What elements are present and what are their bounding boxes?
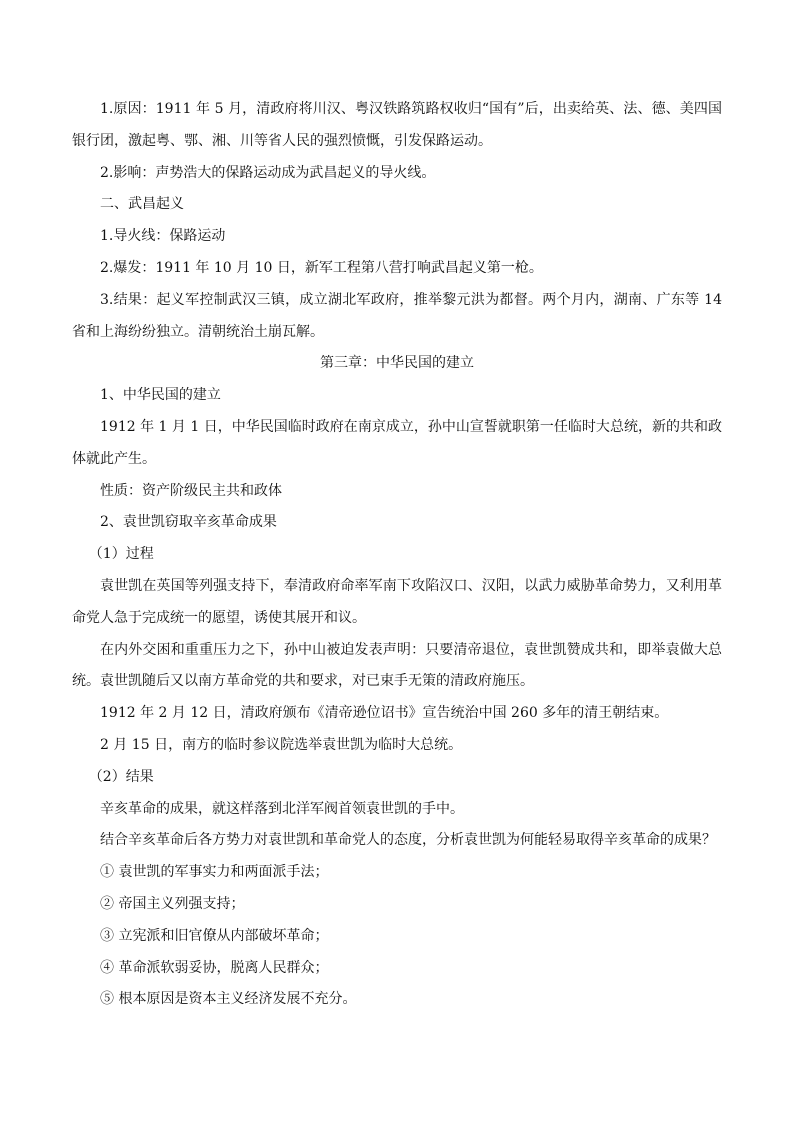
paragraph-outbreak: 2.爆发：1911 年 10 月 10 日，新军工程第八营打响武昌起义第一枪。 [100, 259, 543, 276]
list-item: ③ 立宪派和旧官僚从内部破坏革命； [100, 927, 329, 944]
section-heading-wuchang: 二、武昌起义 [100, 196, 184, 213]
list-item: ② 帝国主义列强支持； [100, 895, 245, 912]
subheading-process: （1）过程 [88, 546, 154, 563]
list-item: ① 袁世凯的军事实力和两面派手法； [100, 864, 329, 881]
paragraph-result-1: 辛亥革命的成果，就这样落到北洋军阀首领袁世凯的手中。 [100, 800, 464, 817]
document-page [72, 94, 722, 1016]
paragraph-impact: 2.影响：声势浩大的保路运动成为武昌起义的导火线。 [100, 164, 436, 181]
paragraph-process-1: 袁世凯在英国等列强支持下，奉清政府命率军南下攻陷汉口、汉阳，以武力威胁革命势力，又利用革命党人急于完成统一的愿望，诱使其展开和议。 [72, 577, 722, 626]
paragraph-process-3: 1912 年 2 月 12 日，清政府颁布《清帝逊位诏书》宣告统治中国 260 多年的清王朝结束。 [100, 705, 669, 722]
paragraph-fuse: 1.导火线：保路运动 [100, 228, 226, 245]
list-item: ④ 革命派软弱妥协，脱离人民群众； [100, 959, 329, 976]
paragraph-cause: 1.原因：1911 年 5 月，清政府将川汉、粤汉铁路筑路权收归“国有”后，出卖给英、法、德、美四国银行团，激起粤、鄂、湘、川等省人民的强烈愤慨，引发保路运动。 [72, 101, 722, 149]
paragraph-nature: 性质：资产阶级民主共和政体 [100, 482, 282, 499]
paragraph-process-4: 2 月 15 日，南方的临时参议院选举袁世凯为临时大总统。 [100, 736, 463, 753]
section-heading-founding: 1、中华民国的建立 [100, 387, 221, 404]
section-heading-yuan: 2、袁世凯窃取辛亥革命成果 [100, 514, 277, 531]
list-item: ⑤ 根本原因是资本主义经济发展不充分。 [100, 991, 357, 1008]
chapter-title: 第三章：中华民国的建立 [320, 355, 474, 372]
subheading-result: （2）结果 [88, 768, 154, 785]
paragraph-result: 3.结果：起义军控制武汉三镇，成立湖北军政府，推举黎元洪为都督。两个月内，湖南、广东等 14 省和上海纷纷独立。清朝统治土崩瓦解。 [72, 291, 722, 340]
paragraph-question: 结合辛亥革命后各方势力对袁世凯和革命党人的态度，分析袁世凯为何能轻易取得辛亥革命的成果？ [100, 832, 716, 849]
paragraph-founding: 1912 年 1 月 1 日，中华民国临时政府在南京成立，孙中山宣誓就职第一任临时大总统，新的共和政体就此产生。 [72, 418, 722, 467]
paragraph-process-2: 在内外交困和重重压力之下，孙中山被迫发表声明：只要清帝退位，袁世凯赞成共和，即举袁做大总统。袁世凯随后又以南方革命党的共和要求，对已束手无策的清政府施压。 [72, 641, 722, 690]
